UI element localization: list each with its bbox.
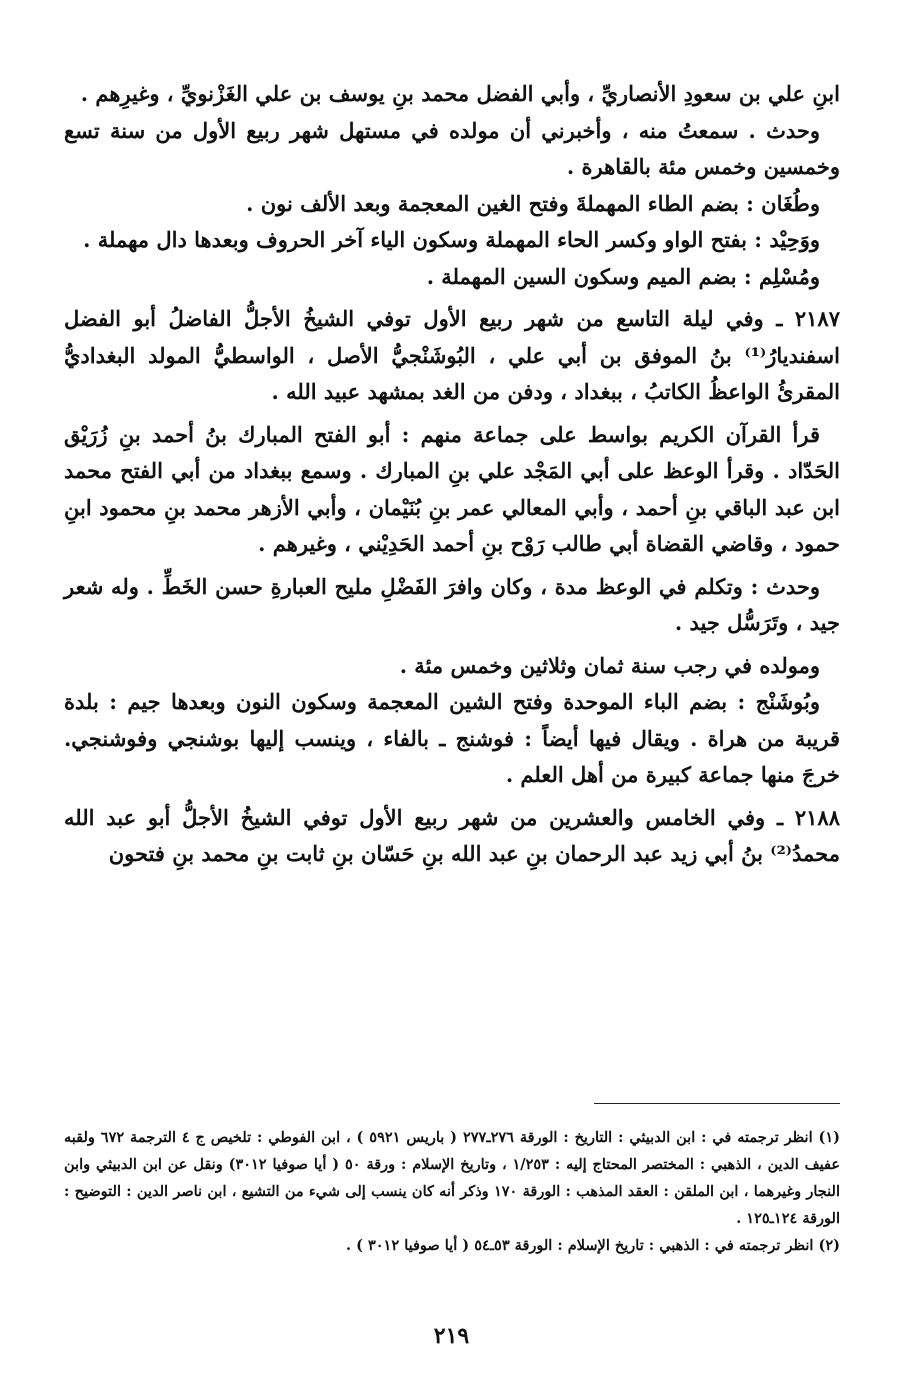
page-number: ٢١٩ [433,1323,470,1349]
paragraph: ومولده في رجب سنة ثمان وثلاثين وخمس مئة . [399,652,820,678]
paragraph: وحدث . سمعتُ منه ، وأخبرني أن مولده في مستهل شهر ربيع الأول من سنة تسع وخمسين وخمس مئة بالقاهرة . [64,117,840,179]
footnote-divider [594,1103,840,1104]
entry-2188: ٢١٨٨ ـ وفي الخامس والعشرين من شهر ربيع الأول توفي الشيخُ الأجلُّ أبو عبد الله محمدُ⁽²⁾ بنُ أبي زيد عبد الرحمان بنِ عبد الله بنِ حَسّان بنِ ثابت بنِ محمد بنِ فتحون [64,804,840,866]
paragraph: ووَحِيْد : بفتح الواو وكسر الحاء المهملة وسكون الياء آخر الحروف وبعدها دال مهملة . [83,227,820,252]
footnotes [64,1124,840,1259]
paragraph: وطُغَان : بضم الطاء المهملةَ وفتح الغين المعجمة وبعد الألف نون . [246,190,820,216]
footnote-2: (٢) انظر ترجمته في : الذهبي : تاريخ الإسلام : الورقة ٥٣ـ٥٤ ( أيا صوفيا ٣٠١٢ ) . [345,1237,840,1254]
entry-2187: ٢١٨٧ ـ وفي ليلة التاسع من شهر ربيع الأول توفي الشيخُ الأجلُّ الفاضلُ أبو الفضل اسفنديارُ⁽¹⁾ بنُ الموفق بن أبي علي ، البُوشَنْجيُّ الأصل ، الواسطيُّ المولد البغداديُّ المقرئُ الواعظُ الكاتبُ ، ببغداد ، ودفن من الغد بمشهد عبيد الله . [64,306,840,404]
footnote-1: (١) انظر ترجمته في : ابن الدبيثي : التاريخ : الورقة ٢٧٦ـ٢٧٧ ( باريس ٥٩٢١ ) ، ابن الفوطي : تلخيص ج ٤ الترجمة ٦٧٢ ولقبه عفيف الدين ، الذهبي : المختصر المحتاج إليه : ١/٢٥٣ ، وتاريخ الإسلام : ورقة ٥٠ ( أيا صوفيا ٣٠١٢) ونقل عن ابن الدبيثي وابن النجار وغيرهما ، ابن الملقن : العقد المذهب : الورقة ١٧٠ وذكر أنه كان ينسب إلى شيء من التشيع ، ابن ناصر الدين : التوضيح : الورقة ١٢٤ـ١٢٥ . [64,1129,841,1227]
paragraph: وبُوشَنْج : بضم الباء الموحدة وفتح الشين المعجمة وسكون النون وبعدها جيم : بلدة قريبة من هراة . ويقال فيها أيضاً : فوشنج ـ بالفاء ، وينسب إليها بوشنجي وفوشنجي. خرجَ منها جماعة كبيرة من أهل العلم . [64,689,841,787]
paragraph: وحدث : وتكلم في الوعظ مدة ، وكان وافرَ الفَضْلِ مليح العبارةِ حسن الخَطِّ . وله شعر جيد ، وتَرَسُّل جيد . [64,573,840,635]
main-text [64,76,840,873]
paragraph: ومُسْلِم : بضم الميم وسكون السين المهملة . [426,263,820,289]
paragraph: قرأ القرآن الكريم بواسط على جماعة منهم : أبو الفتح المبارك بنُ أحمد بنِ زُرَيْق الحَدّاد . وقرأ الوعظ على أبي المَجْد علي بنِ المبارك . وسمع ببغداد من أبي الفتح محمد ابن عبد الباقي بنِ أحمد ، وأبي المعالي عمر بنِ بُنَيْمان ، وأبي الأزهر محمد بنِ محمود ابنِ حمود ، وقاضي القضاة أبي طالب رَوْح بنِ أحمد الحَدِيْني ، وغيرهم . [64,421,840,556]
paragraph: ابنِ علي بن سعودِ الأنصاريِّ ، وأبي الفضل محمد بنِ يوسف بن علي الغَزْنويِّ ، وغيرِهم . [80,81,840,106]
